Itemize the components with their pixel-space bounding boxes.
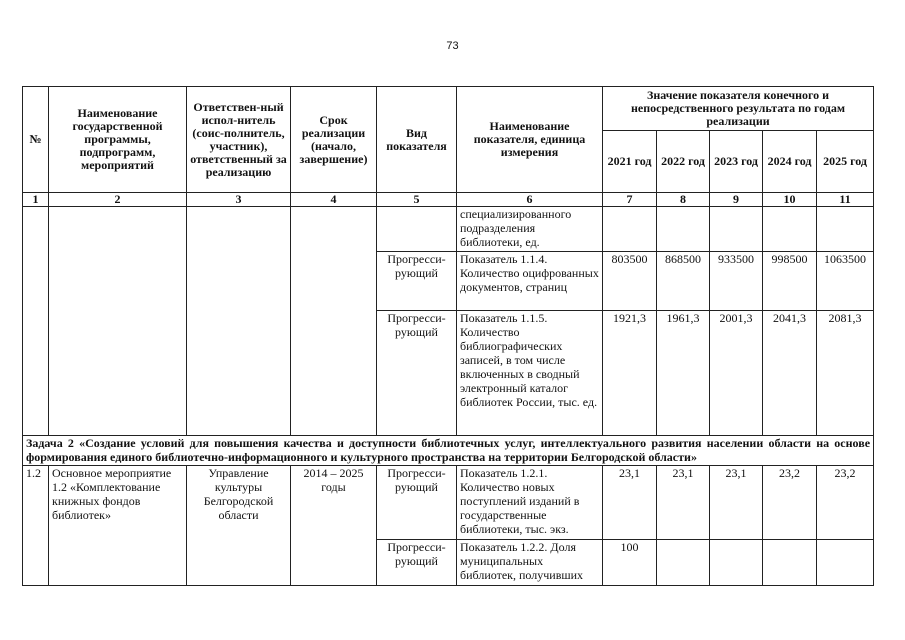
- header-number: №: [23, 87, 49, 193]
- header-year-2024: 2024 год: [763, 131, 817, 193]
- table-row: [23, 466, 874, 540]
- header-executor: Ответствен-ный испол-нитель (соис-полнитель, участник), ответственный за реализацию: [187, 87, 291, 193]
- value-2023: [710, 207, 763, 252]
- page-number: 73: [446, 40, 459, 52]
- column-number: 4: [291, 193, 377, 207]
- measure-period: 2014 – 2025 годы: [291, 466, 377, 586]
- value-2025: 23,2: [817, 466, 874, 540]
- value-2021: 100: [603, 540, 657, 586]
- value-2023: [710, 540, 763, 586]
- value-2024: 23,2: [763, 466, 817, 540]
- indicator-name: специализированного подразделения библиотеки, ед.: [457, 207, 603, 252]
- value-2023: 2001,3: [710, 311, 763, 436]
- value-2024: [763, 540, 817, 586]
- column-number: 3: [187, 193, 291, 207]
- indicator-name: Показатель 1.2.1. Количество новых поступлений изданий в государственные библиотеки, тыс. экз.: [457, 466, 603, 540]
- value-2023: 23,1: [710, 466, 763, 540]
- value-2021: [603, 207, 657, 252]
- column-number: 11: [817, 193, 874, 207]
- value-2025: 2081,3: [817, 311, 874, 436]
- value-2025: 1063500: [817, 252, 874, 311]
- indicator-type: Прогресси-рующий: [377, 466, 457, 540]
- cell-period-empty: [291, 207, 377, 436]
- column-number: 9: [710, 193, 763, 207]
- column-number: 2: [49, 193, 187, 207]
- value-2021: 1921,3: [603, 311, 657, 436]
- value-2024: 2041,3: [763, 311, 817, 436]
- program-table: [22, 86, 874, 586]
- header-values-group: Значение показателя конечного и непосредственного результата по годам реализации: [603, 87, 874, 131]
- value-2025: [817, 540, 874, 586]
- task-2-title: Задача 2 «Создание условий для повышения качества и доступности библиотечных услуг, интеллектуального развития населении области на основе формирования единого библиотечно-информационного и культурного пространства на территории Белгородской области»: [23, 436, 874, 466]
- header-indicator-type: Вид показателя: [377, 87, 457, 193]
- value-2022: 868500: [657, 252, 710, 311]
- value-2022: [657, 207, 710, 252]
- measure-executor: Управление культуры Белгородской области: [187, 466, 291, 586]
- indicator-name: Показатель 1.1.4. Количество оцифрованных документов, страниц: [457, 252, 603, 311]
- value-2023: 933500: [710, 252, 763, 311]
- header-period: Срок реализации (начало, завершение): [291, 87, 377, 193]
- cell-number-empty: [23, 207, 49, 436]
- indicator-type: Прогресси-рующий: [377, 311, 457, 436]
- header-program-name: Наименование государственной программы, подпрограмм, мероприятий: [49, 87, 187, 193]
- value-2021: 803500: [603, 252, 657, 311]
- value-2025: [817, 207, 874, 252]
- task-row: [23, 436, 874, 466]
- measure-number: 1.2: [23, 466, 49, 586]
- column-number: 8: [657, 193, 710, 207]
- column-number: 5: [377, 193, 457, 207]
- value-2021: 23,1: [603, 466, 657, 540]
- measure-name: Основное мероприятие 1.2 «Комплектование книжных фондов библиотек»: [49, 466, 187, 586]
- column-number-row: [23, 193, 874, 207]
- indicator-type: Прогресси-рующий: [377, 252, 457, 311]
- header-indicator-name: Наименование показателя, единица измерения: [457, 87, 603, 193]
- header-year-2023: 2023 год: [710, 131, 763, 193]
- indicator-name: Показатель 1.2.2. Доля муниципальных библиотек, получивших: [457, 540, 603, 586]
- value-2024: [763, 207, 817, 252]
- indicator-type: Прогресси-рующий: [377, 540, 457, 586]
- cell-name-empty: [49, 207, 187, 436]
- column-number: 6: [457, 193, 603, 207]
- column-number: 10: [763, 193, 817, 207]
- value-2022: 1961,3: [657, 311, 710, 436]
- cell-executor-empty: [187, 207, 291, 436]
- column-number: 7: [603, 193, 657, 207]
- header-year-2025: 2025 год: [817, 131, 874, 193]
- header-row-1: [23, 87, 874, 131]
- indicator-type: [377, 207, 457, 252]
- header-year-2021: 2021 год: [603, 131, 657, 193]
- value-2022: 23,1: [657, 466, 710, 540]
- column-number: 1: [23, 193, 49, 207]
- value-2022: [657, 540, 710, 586]
- table-row: [23, 207, 874, 252]
- header-year-2022: 2022 год: [657, 131, 710, 193]
- value-2024: 998500: [763, 252, 817, 311]
- indicator-name: Показатель 1.1.5. Количество библиографических записей, в том числе включенных в сводный электронный каталог библиотек России, тыс. ед.: [457, 311, 603, 436]
